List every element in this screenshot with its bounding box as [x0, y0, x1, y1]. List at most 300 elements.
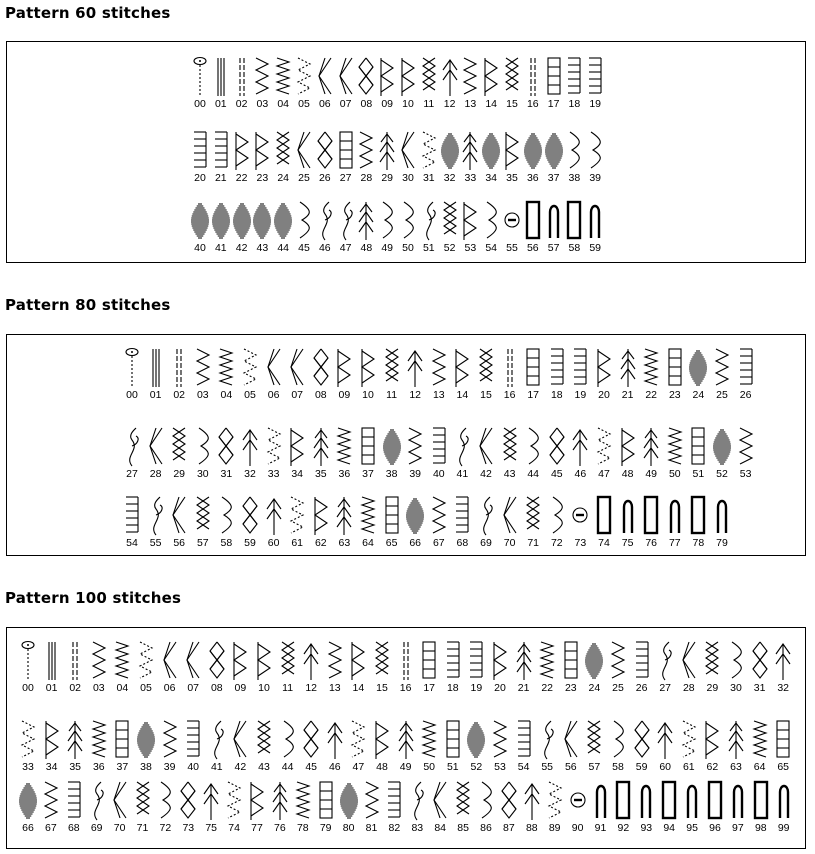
stitch-pattern: [287, 347, 307, 403]
stitch-number: 63: [338, 537, 351, 549]
tree-stitch-icon: [618, 347, 638, 389]
blind-stitch-icon: [311, 495, 331, 537]
stitch-pattern: [476, 780, 496, 836]
diamond-stitch-icon: [356, 56, 376, 98]
zigzag-stitch-icon: [405, 426, 425, 468]
dotted-zigzag-stitch-icon: [224, 780, 244, 822]
blind-stitch-icon: [481, 56, 501, 98]
stitch-pattern: [523, 495, 543, 551]
stitch-pattern: [608, 719, 628, 775]
stitch-number: 52: [443, 242, 456, 254]
stitch-number: 19: [589, 98, 602, 110]
stitch-pattern: [122, 426, 142, 482]
stitch-pattern: [655, 640, 675, 696]
stitch-pattern: [522, 780, 542, 836]
stitch-number: 49: [381, 242, 394, 254]
stitch-pattern: [476, 426, 496, 482]
stitch-pattern: [311, 426, 331, 482]
stitch-pattern: [773, 640, 793, 696]
lines-stitch-icon: [585, 56, 605, 98]
stitch-pattern: [570, 347, 590, 403]
stitch-number: 11: [282, 682, 294, 694]
stitch-pattern: [382, 426, 402, 482]
stitch-number: 20: [494, 682, 506, 694]
stitch-pattern: [561, 719, 581, 775]
buttonhole-dot-stitch-icon: [18, 640, 38, 682]
stitch-number: 15: [376, 682, 388, 694]
stitch-number: 46: [328, 761, 341, 773]
stitch-pattern: [665, 426, 685, 482]
stitch-pattern: [372, 640, 392, 696]
stitch-number: 19: [470, 682, 483, 694]
leaf-stitch-icon: [537, 719, 557, 761]
stitch-pattern: [89, 640, 109, 696]
buttonhole-stitch-icon: [751, 780, 771, 822]
stitch-pattern: [500, 495, 520, 551]
stitch-number: 23: [668, 389, 681, 401]
lines-stitch-icon: [384, 780, 404, 822]
stitch-pattern: [396, 640, 416, 696]
stitch-pattern: [183, 719, 203, 775]
bar-ladder-stitch-icon: [358, 426, 378, 468]
stitch-pattern: [632, 640, 652, 696]
stitch-number: 04: [116, 682, 129, 694]
stitch-pattern: [405, 495, 425, 551]
stitch-pattern: [659, 780, 679, 836]
diamond-stitch-icon: [547, 426, 567, 468]
blind-stitch-icon: [490, 640, 510, 682]
diamond-stitch-icon: [207, 640, 227, 682]
zigzag-stitch-icon: [362, 780, 382, 822]
bracket-stitch-icon: [278, 719, 298, 761]
stitch-number: 56: [173, 537, 186, 549]
lines-stitch-icon: [466, 640, 486, 682]
stitch-number: 27: [126, 468, 138, 480]
buttonhole-stitch-icon: [585, 200, 605, 242]
stitch-number: 71: [136, 822, 149, 834]
stitch-number: 66: [22, 822, 34, 834]
stitch-number: 09: [338, 389, 351, 401]
diamond-stitch-icon: [315, 130, 335, 172]
stitch-pattern: [655, 719, 675, 775]
bar-ladder-stitch-icon: [561, 640, 581, 682]
stitch-pattern: [240, 426, 260, 482]
blind-stitch-icon: [398, 56, 418, 98]
leaf-stitch-icon: [122, 426, 142, 468]
stitch-number: 56: [526, 242, 539, 254]
stitch-number: 31: [220, 468, 233, 480]
dotted-zigzag-stitch-icon: [545, 780, 565, 822]
stitch-number: 31: [753, 682, 766, 694]
stitch-pattern: [750, 640, 770, 696]
buttonhole-stitch-icon: [544, 200, 564, 242]
blind-stitch-icon: [334, 347, 354, 389]
stitch-pattern: [570, 426, 590, 482]
stitch-pattern: [490, 719, 510, 775]
stitch-pattern: [396, 719, 416, 775]
stitch-number: 29: [706, 682, 719, 694]
stitch-pattern: [216, 495, 236, 551]
stitch-pattern: [89, 719, 109, 775]
stitch-pattern: [42, 719, 62, 775]
stitch-number: 53: [494, 761, 506, 773]
satin-scallop-stitch-icon: [273, 200, 293, 242]
stitch-pattern: [348, 640, 368, 696]
stitch-number: 73: [182, 822, 195, 834]
stitch-number: 55: [149, 537, 162, 549]
stitch-pattern: [382, 495, 402, 551]
stitch-pattern: [42, 640, 62, 696]
stitch-number: 50: [402, 242, 414, 254]
stitch-pattern: [613, 780, 633, 836]
tree-stitch-icon: [356, 200, 376, 242]
stitch-number: 44: [527, 468, 540, 480]
chevron-stitch-icon: [679, 640, 699, 682]
feather-stitch-icon: [382, 347, 402, 389]
bracket-stitch-icon: [476, 780, 496, 822]
bracket-stitch-icon: [193, 426, 213, 468]
zigzag-stitch-icon: [712, 347, 732, 389]
stitch-pattern: [301, 719, 321, 775]
stitch-number: 22: [235, 172, 248, 184]
diamond-stitch-icon: [216, 426, 236, 468]
stitch-number: 74: [598, 537, 610, 549]
stitch-pattern: [679, 719, 699, 775]
stitch-number: 59: [244, 537, 256, 549]
stitch-number: 97: [732, 822, 744, 834]
stitch-number: 10: [258, 682, 270, 694]
stitch-number: 23: [564, 682, 577, 694]
stitch-number: 51: [446, 761, 459, 773]
stitch-number: 34: [485, 172, 498, 184]
stitch-pattern: [362, 780, 382, 836]
stitch-number: 35: [69, 761, 82, 773]
stitch-pattern: [136, 719, 156, 775]
feather-stitch-icon: [254, 719, 274, 761]
stitch-pattern: [688, 347, 708, 403]
stitch-pattern: [348, 719, 368, 775]
stitch-number: 36: [92, 761, 105, 773]
triple-stitch-icon: [169, 347, 189, 389]
stitch-pattern: [301, 640, 321, 696]
stitch-pattern: [476, 347, 496, 403]
stitch-pattern: [122, 495, 142, 551]
diamond-stitch-icon: [240, 495, 260, 537]
stitch-number: 47: [339, 242, 352, 254]
bracket-stitch-icon: [216, 495, 236, 537]
stitch-number: 35: [506, 172, 518, 184]
stitch-number: 12: [443, 98, 456, 110]
stitch-number: 58: [568, 242, 581, 254]
stitch-number: 54: [517, 761, 530, 773]
stitch-number: 00: [126, 389, 138, 401]
satin-scallop-stitch-icon: [481, 130, 501, 172]
dotted-zigzag-stitch-icon: [294, 56, 314, 98]
stitch-number: 29: [381, 172, 394, 184]
stitch-number: 67: [45, 822, 57, 834]
stitch-number: 50: [668, 468, 681, 480]
stitch-number: 00: [194, 98, 206, 110]
stitch-pattern: [325, 719, 345, 775]
stitch-number: 25: [298, 172, 310, 184]
blind-stitch-icon: [594, 347, 614, 389]
stitch-number: 88: [525, 822, 538, 834]
stitch-number: 21: [214, 172, 227, 184]
stitch-pattern: [641, 495, 661, 551]
stitch-number: 86: [480, 822, 492, 834]
stitch-pattern: [146, 426, 166, 482]
blind-stitch-icon: [42, 719, 62, 761]
buttonhole-dot-stitch-icon: [122, 347, 142, 389]
satin-scallop-stitch-icon: [136, 719, 156, 761]
stitch-pattern: [443, 640, 463, 696]
tree-stitch-icon: [334, 495, 354, 537]
diamond-stitch-icon: [178, 780, 198, 822]
blind-stitch-icon: [348, 640, 368, 682]
dotted-zigzag-stitch-icon: [287, 495, 307, 537]
stitch-pattern: [452, 426, 472, 482]
buttonhole-stitch-icon: [728, 780, 748, 822]
satin-scallop-stitch-icon: [440, 130, 460, 172]
stitch-number: 60: [659, 761, 672, 773]
stitch-number: 41: [214, 242, 227, 254]
tree-stitch-icon: [65, 719, 85, 761]
stitch-number: 37: [547, 172, 560, 184]
stitch-pattern: [87, 780, 107, 836]
stitch-pattern: [64, 780, 84, 836]
stitch-pattern: [585, 200, 605, 256]
stitch-pattern: [18, 780, 38, 836]
section-title-p100: Pattern 100 stitches: [5, 589, 182, 607]
stitch-pattern: [254, 640, 274, 696]
stitch-pattern: [216, 347, 236, 403]
stitch-pattern: [429, 426, 449, 482]
stitch-pattern: [618, 426, 638, 482]
stitch-number: 83: [411, 822, 424, 834]
chevron-stitch-icon: [500, 495, 520, 537]
stitch-number: 58: [612, 761, 624, 773]
stitch-pattern: [452, 495, 472, 551]
stitch-pattern: [584, 719, 604, 775]
stitch-pattern: [466, 640, 486, 696]
stitch-number: 02: [235, 98, 248, 110]
stitch-number: 77: [251, 822, 263, 834]
stitch-pattern: [688, 495, 708, 551]
satin-scallop-stitch-icon: [211, 200, 231, 242]
blind-stitch-icon: [254, 640, 274, 682]
stitch-pattern: [18, 719, 38, 775]
stitch-pattern: [726, 640, 746, 696]
stitch-number: 20: [194, 172, 206, 184]
stitch-number: 59: [635, 761, 648, 773]
stitch-pattern: [65, 640, 85, 696]
stitch-row: [7, 719, 803, 775]
stitch-panel-100: [6, 627, 806, 849]
stitch-number: 36: [338, 468, 351, 480]
stitch-number: 32: [443, 172, 456, 184]
stitch-number: 37: [362, 468, 374, 480]
blind-stitch-icon: [230, 640, 250, 682]
feather-stitch-icon: [133, 780, 153, 822]
arrow-stitch-icon: [440, 56, 460, 98]
stitch-number: 92: [617, 822, 630, 834]
straight-stitch-icon: [146, 347, 166, 389]
dotted-zigzag-stitch-icon: [136, 640, 156, 682]
stitch-number: 15: [506, 98, 518, 110]
stitch-number: 11: [386, 389, 398, 401]
zigzag-multi-stitch-icon: [89, 719, 109, 761]
stitch-panel-60: [6, 41, 806, 263]
triple-stitch-icon: [523, 56, 543, 98]
stitch-pattern: [712, 426, 732, 482]
stitch-number: 11: [423, 98, 435, 110]
lines-stitch-icon: [443, 640, 463, 682]
lines-stitch-icon: [736, 347, 756, 389]
stitch-number: 73: [574, 537, 587, 549]
stitch-number: 64: [362, 537, 374, 549]
stitch-number: 33: [464, 172, 477, 184]
zigzag-stitch-icon: [41, 780, 61, 822]
stitch-number: 22: [645, 389, 658, 401]
blind-stitch-icon: [252, 130, 272, 172]
stitch-pattern: [41, 780, 61, 836]
stitch-number: 55: [541, 761, 554, 773]
stitch-pattern: [384, 780, 404, 836]
stitch-number: 57: [547, 242, 560, 254]
stitch-pattern: [499, 780, 519, 836]
stitch-number: 39: [163, 761, 176, 773]
stitch-number: 15: [480, 389, 492, 401]
stitch-pattern: [254, 719, 274, 775]
lines-stitch-icon: [452, 495, 472, 537]
blind-stitch-icon: [372, 719, 392, 761]
triple-stitch-icon: [396, 640, 416, 682]
satin-scallop-stitch-icon: [18, 780, 38, 822]
leaf-stitch-icon: [655, 640, 675, 682]
stitch-number: 39: [589, 172, 602, 184]
stitch-number: 55: [506, 242, 518, 254]
stitch-number: 84: [434, 822, 447, 834]
stitch-pattern: [636, 780, 656, 836]
stitch-pattern: [207, 719, 227, 775]
stitch-pattern: [688, 426, 708, 482]
stitch-pattern: [334, 426, 354, 482]
stitch-number: 52: [716, 468, 728, 480]
stitch-number: 61: [682, 761, 695, 773]
stitch-number: 18: [446, 682, 459, 694]
stitch-pattern: [545, 780, 565, 836]
stitch-pattern: [702, 719, 722, 775]
blind-stitch-icon: [232, 130, 252, 172]
zigzag-multi-stitch-icon: [537, 640, 557, 682]
stitch-number: 41: [456, 468, 469, 480]
stitch-number: 26: [318, 172, 331, 184]
stitch-number: 17: [527, 389, 540, 401]
stitch-number: 44: [277, 242, 290, 254]
stitch-number: 03: [92, 682, 105, 694]
tree-stitch-icon: [311, 426, 331, 468]
leaf-stitch-icon: [87, 780, 107, 822]
buttonhole-stitch-icon: [618, 495, 638, 537]
lines-stitch-icon: [64, 780, 84, 822]
stitch-number: 62: [706, 761, 719, 773]
stitch-number: 66: [409, 537, 422, 549]
stitch-pattern: [18, 640, 38, 696]
stitch-pattern: [547, 347, 567, 403]
feather-stitch-icon: [476, 347, 496, 389]
stitch-number: 04: [220, 389, 233, 401]
stitch-number: 67: [432, 537, 445, 549]
stitch-pattern: [293, 780, 313, 836]
stitch-number: 29: [173, 468, 186, 480]
diamond-stitch-icon: [750, 640, 770, 682]
blind-stitch-icon: [618, 426, 638, 468]
stitch-pattern: [547, 495, 567, 551]
tree-stitch-icon: [270, 780, 290, 822]
tree-stitch-icon: [377, 130, 397, 172]
chevron-stitch-icon: [287, 347, 307, 389]
lines-stitch-icon: [211, 130, 231, 172]
chevron-stitch-icon: [294, 130, 314, 172]
feather-stitch-icon: [523, 495, 543, 537]
stitch-number: 35: [314, 468, 327, 480]
satin-scallop-stitch-icon: [712, 426, 732, 468]
stitch-row: [7, 640, 803, 696]
stitch-number: 34: [45, 761, 58, 773]
lines-stitch-icon: [632, 640, 652, 682]
stitch-number: 25: [612, 682, 624, 694]
stitch-pattern: [183, 640, 203, 696]
stitch-number: 45: [550, 468, 563, 480]
stitch-number: 30: [402, 172, 414, 184]
stitch-pattern: [500, 347, 520, 403]
stitch-row: [7, 56, 803, 112]
tree-stitch-icon: [726, 719, 746, 761]
feather-stitch-icon: [169, 426, 189, 468]
chevron-stitch-icon: [183, 640, 203, 682]
stitch-pattern: [122, 347, 142, 403]
stitch-number: 94: [663, 822, 676, 834]
zigzag-multi-stitch-icon: [112, 640, 132, 682]
zigzag-stitch-icon: [460, 56, 480, 98]
diamond-stitch-icon: [632, 719, 652, 761]
stitch-pattern: [751, 780, 771, 836]
oval-stitch-icon: [502, 200, 522, 242]
satin-scallop-stitch-icon: [339, 780, 359, 822]
straight-stitch-icon: [42, 640, 62, 682]
dotted-zigzag-stitch-icon: [419, 130, 439, 172]
stitch-number: 81: [365, 822, 378, 834]
stitch-number: 26: [739, 389, 752, 401]
bracket-stitch-icon: [523, 426, 543, 468]
stitch-pattern: [112, 719, 132, 775]
stitch-pattern: [169, 426, 189, 482]
arrow-stitch-icon: [264, 495, 284, 537]
stitch-number: 17: [423, 682, 436, 694]
stitch-pattern: [618, 495, 638, 551]
stitch-pattern: [112, 640, 132, 696]
buttonhole-stitch-icon: [688, 495, 708, 537]
dotted-zigzag-stitch-icon: [348, 719, 368, 761]
lines-stitch-icon: [514, 719, 534, 761]
stitch-pattern: [240, 347, 260, 403]
stitch-pattern: [490, 640, 510, 696]
stitch-pattern: [430, 780, 450, 836]
chevron-stitch-icon: [476, 426, 496, 468]
tree-stitch-icon: [460, 130, 480, 172]
chevron-stitch-icon: [264, 347, 284, 389]
stitch-number: 09: [381, 98, 394, 110]
